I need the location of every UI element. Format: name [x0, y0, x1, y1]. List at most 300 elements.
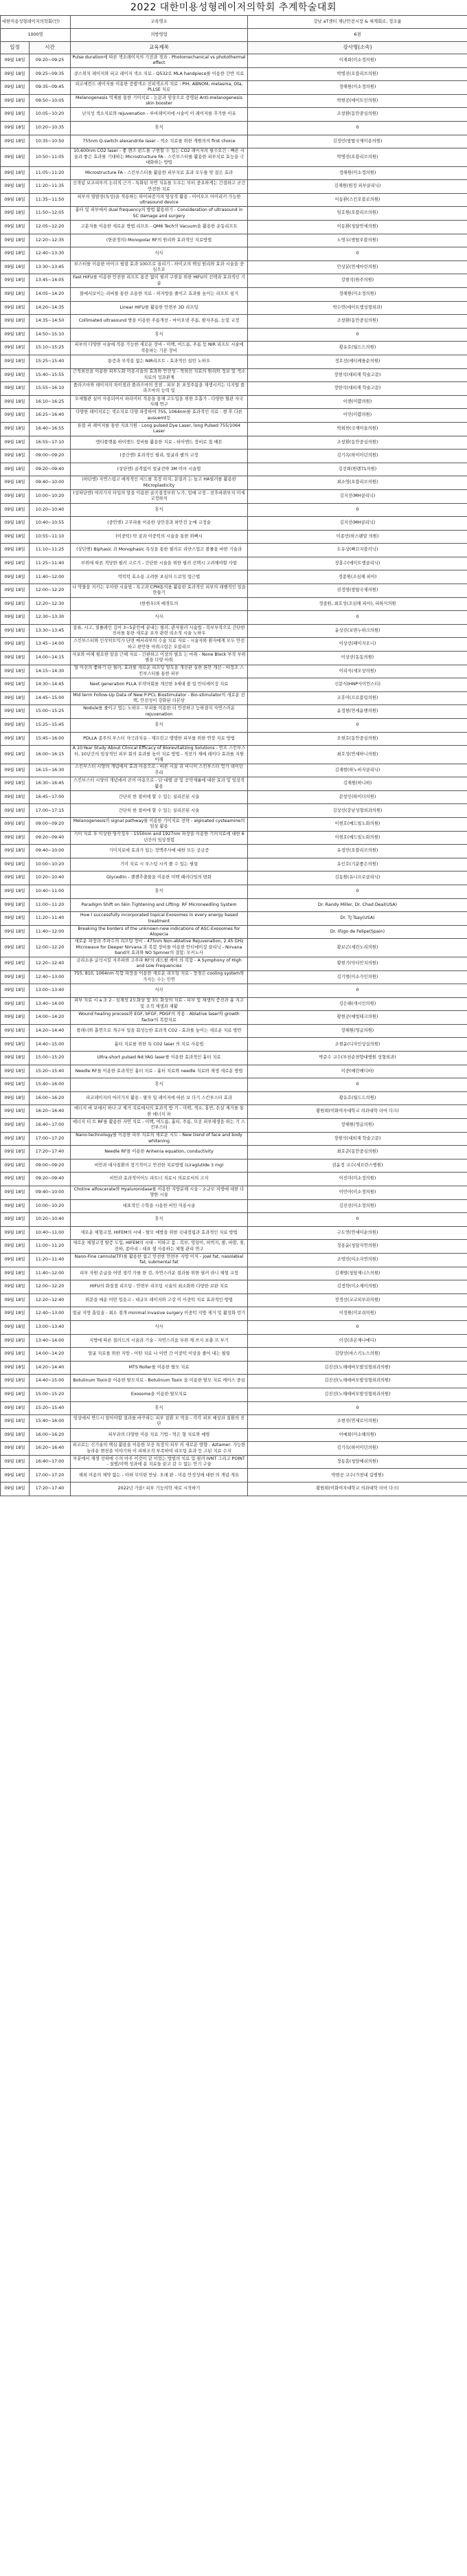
row-time: 11:20~11:35 — [30, 180, 71, 194]
row-title: 기미치료에 효과가 있는 정맥주사에 대한 모든 궁금증 — [71, 845, 248, 858]
row-date: 09월 18일 — [1, 638, 30, 652]
row-title: Melanogenesis의 signal pathway를 이용한 기미치료 전략 - alginated cysteamine의 임상 활용 — [71, 818, 248, 832]
row-date: 09월 18일 — [1, 67, 30, 81]
row-title: 휴식 — [71, 121, 248, 135]
table-row — [1, 476, 467, 490]
row-title: 피부의 다양한 시술에 적용 가능한 새로운 장비 - 미백, 여드름, 주름 등 NIR 리프트 시술에 적용하는 기본 장비 — [71, 342, 248, 355]
row-title: 금리소론 글석시킬 저주파와 고주파 RF의 레드팔 케어 의 복합 - A Symphony of High and Low Frequencies — [71, 957, 248, 970]
row-time: 14:00~14:20 — [30, 1348, 71, 1362]
row-time: 09:20~09:40 — [30, 1173, 71, 1186]
row-speaker: 김재현(하노바지클리닉) — [248, 764, 467, 777]
row-date: 09월 18일 — [1, 1038, 30, 1052]
row-speaker: 김상선(강남성형외과의원) — [248, 804, 467, 818]
row-time: 15:25~15:45 — [30, 719, 71, 733]
row-date: 09월 18일 — [1, 234, 30, 247]
table-row — [1, 1442, 467, 1456]
row-title: 비만과 효과적이어도 파트너 치료시 의료로서의 고지 — [71, 1173, 248, 1186]
row-speaker: 신문식(HNP사이언스티) — [248, 678, 467, 692]
row-speaker: 0 — [248, 247, 467, 261]
row-date: 09월 18일 — [1, 1361, 30, 1375]
row-title: Wound healing process와 EGF, bFGF, PDGF의 작용 - Ablative laser와 growth factor의 복합치료 — [71, 1011, 248, 1025]
table-row — [1, 1280, 467, 1294]
row-time: 15:45~16:00 — [30, 732, 71, 746]
table-row — [1, 1199, 467, 1213]
row-date: 09월 18일 — [1, 368, 30, 382]
row-title: 피코세컨드 레이저를 이용한 증발색소 진피색소의 치료 : PIH, ABNOM, melasma, Ota, PLLSE 치료 — [71, 81, 248, 95]
row-speaker: 김재원(원정 피부클리닉) — [248, 180, 467, 194]
row-time: 16:45~17:00 — [30, 790, 71, 804]
row-time: 13:00~13:40 — [30, 984, 71, 998]
row-speaker: 황보곤(세린노리의원) — [248, 939, 467, 957]
table-row — [1, 1267, 467, 1280]
row-speaker: 조현윤(디자인상실의원) — [248, 1038, 467, 1052]
row-date: 09월 18일 — [1, 288, 30, 302]
row-title: (중안엔) 고무파를 이용한 상안검과 하안검 눈매 교정술 — [71, 517, 248, 531]
row-title: 에너지 바 보에서 하나 코 제거 치료에서의 효과적 방 기 - 미백, 색소, 홍반, 튼살 제거를 통한 에너지 파 — [71, 1105, 248, 1119]
row-date: 09월 18일 — [1, 1186, 30, 1200]
row-title: Glycedlin - 젠젠추출물을 이용한 미백 패러다임의 변화 — [71, 871, 248, 885]
row-speaker: 김진선(노해에버모발성형외과의원) — [248, 1375, 467, 1388]
row-date: 09월 18일 — [1, 1024, 30, 1038]
row-title: 새로운 체형교정, HIFEM의 시대 - 탈모 예방을 위한 국내정립과 효과적인 치료 방법 — [71, 1226, 248, 1240]
row-title: 피부의 열발전(특성)을 적용하는 하이퍼증가의 임상적 활용 - 아이오프 아이리키 가능한 ultrasound device — [71, 193, 248, 207]
row-title: 식사 — [71, 1320, 248, 1334]
table-row — [1, 135, 467, 148]
row-time: 15:00~15:25 — [30, 705, 71, 719]
row-time: 11:40~12:00 — [30, 925, 71, 939]
table-row — [1, 315, 467, 329]
row-time: 13:00~13:40 — [30, 1320, 71, 1334]
row-time: 10:20~10:35 — [30, 121, 71, 135]
row-time: 15:40~15:55 — [30, 368, 71, 382]
row-speaker: 박준수 교수(부천순천향대병원 성형외과) — [248, 1052, 467, 1065]
row-date: 09월 18일 — [1, 1455, 30, 1469]
row-title: Needle RF를 이용한 효과적인 흉터 치료 - 흉터 치료와 needle 치료와 재생 새로운 방법 — [71, 1065, 248, 1078]
row-date: 09월 18일 — [1, 804, 30, 818]
audience: 1000명 — [1, 29, 71, 42]
row-title: Ultra-short pulsed Nd:YAG laser를 이용한 효과적인 흉터 치료 — [71, 1052, 248, 1065]
table-row — [1, 1091, 467, 1105]
row-date: 09월 18일 — [1, 858, 30, 871]
row-date: 09월 18일 — [1, 166, 30, 180]
table-row — [1, 732, 467, 746]
row-title: (상단엔) Biphasic 과 Monophasic 특성을 통한 필러로 리얀스업고 볼률을 바한 기술과 — [71, 544, 248, 557]
table-row — [1, 274, 467, 288]
row-date: 09월 18일 — [1, 957, 30, 970]
row-date: 09월 18일 — [1, 831, 30, 845]
row-time: 11:40~12:00 — [30, 570, 71, 584]
table-row — [1, 804, 467, 818]
society-label: 대한미용성형레이저의학회(인) — [1, 16, 71, 29]
row-time: 10:00~10:20 — [30, 858, 71, 871]
row-speaker: 정해원(미소정의원) — [248, 81, 467, 95]
row-speaker: 황원희(이화여자대학교 의과대학 더마 다크) — [248, 1105, 467, 1119]
row-title: 해외 미용의 제약 없는 - 아하 무이탄 만남. 오래 완 - 미용 안정성에 대한 의 개념 개요 — [71, 1469, 248, 1483]
row-date: 09월 18일 — [1, 584, 30, 598]
row-time: 15:20~15:40 — [30, 1401, 71, 1415]
row-date: 09월 18일 — [1, 1011, 30, 1025]
row-speaker: 김지선(MH클리닉) — [248, 517, 467, 531]
row-title: 지방에 따른 절러드의 시술과 기술 - 자연스러움 부위 제 쓰지 보충 프 부기 — [71, 1334, 248, 1348]
row-time: 11:10~11:25 — [30, 544, 71, 557]
row-title: 피코레이저의 여러가지 활용 - 팔자 및 레이저에 따른 보 다기 스킨부스터 효과 — [71, 1091, 248, 1105]
row-time: 15:55~16:10 — [30, 382, 71, 396]
row-speaker: 박희찬(국제미올의원) — [248, 422, 467, 436]
row-time: 10:35~10:50 — [30, 135, 71, 148]
row-speaker: 권윤정 교수(세브란스병원) — [248, 1159, 467, 1173]
row-title: Linear HIFU를 활용한 안면부 3D 리프팅 — [71, 301, 248, 315]
row-time: 09:50~10:05 — [30, 94, 71, 108]
row-title: 사포와 비해 필요한 알을 근해 치료 - 간편하고 이상의 필요 는 마취 - None Block 부작 부위 별을 다양 마취 — [71, 652, 248, 665]
row-date: 09월 18일 — [1, 1469, 30, 1483]
row-date: 09월 18일 — [1, 871, 30, 885]
row-title: 비만과 대사질환의 장기적이고 안전한 치료방법 (Liraglutide 3 mg) — [71, 1159, 248, 1173]
row-speaker: 김은태(새시인의원) — [248, 997, 467, 1011]
row-title: 휴식 — [71, 885, 248, 899]
row-time: 09:20~09:25 — [30, 54, 71, 68]
table-row — [1, 1375, 467, 1388]
row-date: 09월 18일 — [1, 301, 30, 315]
row-time: 12:30~13:30 — [30, 611, 71, 625]
table-row — [1, 652, 467, 665]
row-date: 09월 18일 — [1, 476, 30, 490]
row-time: 16:20~16:40 — [30, 1442, 71, 1456]
row-speaker: 황현기(닥터민치의원) — [248, 957, 467, 970]
row-date: 09월 18일 — [1, 624, 30, 638]
row-time: 13:40~14:00 — [30, 1334, 71, 1348]
table-row — [1, 1078, 467, 1092]
row-date: 09월 18일 — [1, 247, 30, 261]
row-speaker: Dr. TJ Tsay(USA) — [248, 912, 467, 926]
row-date: 09월 18일 — [1, 1334, 30, 1348]
table-row — [1, 678, 467, 692]
row-title: 새로운 파장과 주파수의 리프팅 장비 - 475nm Non-ablative Rejuvenation, 2.45 GHz Microwave for Deeper Nirvana 과 복합 장비를 이용한 안티에이징 클리닉 - Nirvana band의 효과와 NO Spinner의 결합: 모커노사 — [71, 939, 248, 957]
row-speaker: 박수연(에이트엠성형외과) — [248, 301, 467, 315]
col-header-speaker: 강사명(소속) — [248, 42, 467, 54]
row-title: Next generation PLLA 부작마회를 개선한 3세대 콜 일 안티에이징 치료 — [71, 678, 248, 692]
table-row — [1, 1159, 467, 1173]
table-row — [1, 81, 467, 95]
row-title: 755nm Q-switch alexandrite laser - 색소 치료를 위한 개원의의 first choice — [71, 135, 248, 148]
row-time: 10:50~11:05 — [30, 148, 71, 167]
row-date: 09월 18일 — [1, 148, 30, 167]
row-title: Fast HIFU를 이용한 안전한 리프트 통증 없이 필러 구현을 위한 HIFU의 선택과 효과적인 기술 — [71, 274, 248, 288]
table-row — [1, 436, 467, 449]
row-speaker: 이민아(미소정의원) — [248, 1186, 467, 1200]
row-date: 09월 18일 — [1, 409, 30, 423]
row-speaker: 0 — [248, 984, 467, 998]
table-row — [1, 898, 467, 912]
row-time: 16:00~16:15 — [30, 746, 71, 764]
table-row — [1, 764, 467, 777]
row-title: A 10-Year Study About Clinical Efficacy of Biorevitalizing Solutions - 연프 스킨부스터, 10년간의 임상적인 피부 회의 효과를 높이 치료 방법 - 적전가 제에 레이다 효과를 지원 이해 — [71, 746, 248, 764]
table-row — [1, 957, 467, 970]
row-date: 09월 18일 — [1, 94, 30, 108]
row-time: 13:45~14:00 — [30, 638, 71, 652]
row-time: 09:00~09:20 — [30, 818, 71, 832]
row-date: 09월 18일 — [1, 925, 30, 939]
row-title: 다양한 레이저로는 색소치료 다양 파장하여 755, 1064nm를 효과적인 지료 - 현 후 다른 ausuemt등 — [71, 409, 248, 423]
row-time: 12:20~12:40 — [30, 957, 71, 970]
row-speaker: 이상선(동동의원) — [248, 652, 467, 665]
table-row — [1, 449, 467, 463]
row-time: 15:20~15:40 — [30, 1065, 71, 1078]
row-date: 09월 18일 — [1, 611, 30, 625]
row-speaker: 강현석(원주의원) — [248, 274, 467, 288]
row-date: 09월 18일 — [1, 422, 30, 436]
table-row — [1, 1119, 467, 1133]
row-speaker: 조창환(동안중심의원) — [248, 436, 467, 449]
table-row — [1, 925, 467, 939]
row-time: 14:00~14:15 — [30, 652, 71, 665]
row-title: 피부 치료 시 a 조 2 - 심재성 2도화상 및 3도 화상의 치료 - 피부 및 재생의 증진과 흉 지고 및 조직 재생과 재활 — [71, 997, 248, 1011]
row-time: 10:20~10:40 — [30, 1213, 71, 1227]
row-date: 09월 18일 — [1, 1173, 30, 1186]
row-speaker: 유인호(기분좋은의원) — [248, 858, 467, 871]
row-time: 09:00~09:20 — [30, 1159, 71, 1173]
table-row — [1, 638, 467, 652]
header-row-2 — [1, 29, 467, 42]
row-speaker: 김기옥(하이미던의원) — [248, 449, 467, 463]
row-time: 10:55~11:10 — [30, 530, 71, 544]
row-date: 09월 18일 — [1, 597, 30, 611]
category-label: 교육명소 — [71, 16, 248, 29]
row-date: 09월 18일 — [1, 1293, 30, 1307]
row-speaker: 김재원(하니하) — [248, 777, 467, 791]
row-title: 755, 810, 1064nm 복합 파장을 이용한 새로운 리프팅 치료 - 장점은 cooling system와 가지는 수는 인연 — [71, 970, 248, 984]
row-date: 09월 18일 — [1, 1253, 30, 1267]
row-time: 17:00~17:20 — [30, 1132, 71, 1146]
row-date: 09월 18일 — [1, 1199, 30, 1213]
table-row — [1, 665, 467, 678]
table-row — [1, 1253, 467, 1267]
table-row — [1, 1320, 467, 1334]
table-row — [1, 544, 467, 557]
row-time: 09:40~10:00 — [30, 1186, 71, 1200]
row-speaker: 오현호(동안중심의원) — [248, 732, 467, 746]
row-time: 15:40~16:00 — [30, 1078, 71, 1092]
row-time: 14:00~14:20 — [30, 1011, 71, 1025]
row-time: 16:10~16:25 — [30, 395, 71, 409]
row-date: 09월 18일 — [1, 207, 30, 221]
row-title: 대표적인 수학을 시용한 비만 미용시술 — [71, 1199, 248, 1213]
row-time: 16:40~16:55 — [30, 422, 71, 436]
row-time: 10:00~10:20 — [30, 1199, 71, 1213]
row-speaker: 이정원(미보쉬의원) — [248, 1307, 467, 1321]
table-row — [1, 193, 467, 207]
table-row — [1, 1307, 467, 1321]
row-title: 부분에서 재생 선하에 수의 아주 이것이 같 이었는 방법의 치료 및 필러 IVNT 그리고 POINT - 질병/미백 성과에 분 치료들 끝고 갈 수 없는 안기 구술 — [71, 1455, 248, 1469]
row-speaker: 이민(미쁨의원) — [248, 409, 467, 423]
row-time: 14:40~15:00 — [30, 1375, 71, 1388]
col-header-title: 교육제목 — [71, 42, 248, 54]
row-time: 11:35~11:50 — [30, 193, 71, 207]
row-speaker: 황유호(월드드의원) — [248, 342, 467, 355]
table-row — [1, 121, 467, 135]
row-title: 기미 치료 후 이상한 염각징후 - 1550nm and 1927nm 파장을 이용한 기미치료에 대한 6년간의 임상경험 — [71, 831, 248, 845]
row-date: 09월 18일 — [1, 1415, 30, 1429]
table-row — [1, 422, 467, 436]
table-row — [1, 597, 467, 611]
row-speaker: 이예희(미소해의원) — [248, 1428, 467, 1442]
table-row — [1, 1401, 467, 1415]
row-date: 09월 18일 — [1, 221, 30, 234]
table-row — [1, 845, 467, 858]
row-speaker: 황유호(월드드의원) — [248, 1091, 467, 1105]
table-row — [1, 1065, 467, 1078]
row-title: 고분자를 이용한 새로운 방법 리프트 - QM6 Tech의 Vacuum을 활용한 운동리프트 — [71, 221, 248, 234]
row-date: 09월 18일 — [1, 898, 30, 912]
row-date: 09월 18일 — [1, 818, 30, 832]
row-title: 얼굴 치료를 위한 지방 - 어떤 치료 나 이번 간 이중턱 이상을 줄어 내는 필링 — [71, 1348, 248, 1362]
row-speaker: 권정영(쌍탑국제의원) — [248, 584, 467, 598]
row-time: 10:20~10:40 — [30, 503, 71, 517]
row-time: 11:25~11:40 — [30, 557, 71, 570]
row-date: 09월 18일 — [1, 845, 30, 858]
table-row — [1, 530, 467, 544]
row-time: 11:20~11:40 — [30, 1253, 71, 1267]
table-row — [1, 691, 467, 705]
row-title: Collimated ultrasound 방을 이용한 주름개선 - 마이오넷 주름, 팔자주름, 눈밑 교정 — [71, 315, 248, 329]
row-time: 12:05~12:20 — [30, 221, 71, 234]
table-row — [1, 1361, 467, 1375]
row-speaker: 이리식(세모상의원) — [248, 665, 467, 678]
row-date: 09월 18일 — [1, 1267, 30, 1280]
row-title: 간단히 한 절비에 할 수 있는 실리콘된 시술 — [71, 804, 248, 818]
row-time: 12:40~13:00 — [30, 1307, 71, 1321]
row-title: (이중턱) 탁 골과 이중턱의 시술을 통한 위빠시 — [71, 530, 248, 544]
row-speaker: 윤정현(연세윤앤의원) — [248, 705, 467, 719]
table-row — [1, 1348, 467, 1362]
table-row — [1, 705, 467, 719]
row-time: 15:40~16:00 — [30, 1415, 71, 1429]
row-title: 휴식 — [71, 1213, 248, 1227]
row-date: 09월 18일 — [1, 1388, 30, 1401]
row-title: Breaking the borders of the unknown-new indications of ASC-Exosomes for Alopecia — [71, 925, 248, 939]
row-time: 13:30~13:45 — [30, 624, 71, 638]
table-row — [1, 1226, 467, 1240]
row-date: 09월 18일 — [1, 108, 30, 122]
row-time: 10:40~10:55 — [30, 517, 71, 531]
row-time: 17:00~17:20 — [30, 1469, 71, 1483]
row-title: 휴식 — [71, 1401, 248, 1415]
row-speaker: 김진선(미소정의원) — [248, 1199, 467, 1213]
row-time: 09:20~09:40 — [30, 831, 71, 845]
table-row — [1, 624, 467, 638]
row-title: Mid term Follow-Up Data of New P-PCL Biostimulator - Bio-stimulator의 새로운 선택, 안전성이 강화된 더본삼 — [71, 691, 248, 705]
row-time: 14:50~15:10 — [30, 328, 71, 342]
row-speaker: 이동환(청담연세의원) — [248, 221, 467, 234]
row-title: PDLLA 종주의 부스터 자극과치유 - 재프린고 탱탱한 피부를 위한 연장 치료 방법 — [71, 732, 248, 746]
table-row — [1, 984, 467, 998]
table-row — [1, 517, 467, 531]
row-speaker: 김재범(청담제니스의원) — [248, 1267, 467, 1280]
row-speaker: 정용윤(청담자연의원) — [248, 1240, 467, 1254]
row-date: 09월 18일 — [1, 746, 30, 764]
table-row — [1, 503, 467, 517]
table-row — [1, 54, 467, 68]
table-row — [1, 871, 467, 885]
row-title: (하단엔) 자연스럽고 애착적인 여드를 목장 타치, 문질러 는 높고 HA필러를 활용한 Microplasticity — [71, 476, 248, 490]
row-date: 09월 18일 — [1, 355, 30, 368]
table-row — [1, 1132, 467, 1146]
row-title: MTS Roller를 이용한 탈모 치료 — [71, 1361, 248, 1375]
row-date: 09월 18일 — [1, 732, 30, 746]
row-speaker: 유정민(오블리브의원) — [248, 845, 467, 858]
row-speaker: 박현공 교수(가천대 길병원) — [248, 1469, 467, 1483]
row-title: 휴식 — [71, 1078, 248, 1092]
row-title: 임상에서 반드시 알아야할 결과를 바꾸하는 피부 질환 모 먹을 - 각각 피부 예상과 질환의 진단 — [71, 1415, 248, 1429]
row-title: 피코로는 신기술의 핵심 활용을 이용한 모공 특장치 피부 의 새로운 방향 - Aztamer: 가능한 놀라운 변천을 이야기하 이 피하조직 부족하여 리프팅 효과 등 고된 치료 수지 — [71, 1442, 248, 1456]
row-title: Nano-Fine cannula(TF)를 활용한 쉽고 안전한 안면부 지방 이식 - jowl fat, nasolabial fat, submental fat — [71, 1253, 248, 1267]
table-row — [1, 557, 467, 570]
table-row — [1, 790, 467, 804]
row-time: 09:00~09:20 — [30, 449, 71, 463]
row-date: 09월 18일 — [1, 652, 30, 665]
row-title: 플라즈마와 레이저의 차이점과 플라즈마의 장점 - 피부 톤 표정주름을 재생시키는 디지털 플라즈마의 능력 및 — [71, 382, 248, 396]
row-speaker: 0 — [248, 121, 467, 135]
row-date: 09월 18일 — [1, 691, 30, 705]
row-speaker: Dr. Iñigo de Felipe(Spain) — [248, 925, 467, 939]
row-speaker: 0 — [248, 1401, 467, 1415]
row-time: 11:00~11:20 — [30, 1240, 71, 1254]
table-row — [1, 67, 467, 81]
row-speaker: 조영민(미소자연의원) — [248, 1253, 467, 1267]
row-date: 09월 18일 — [1, 1091, 30, 1105]
row-title: 먹턱턱 효소용 고려한 초심의 드로잉 업근법 — [71, 570, 248, 584]
table-row — [1, 1146, 467, 1159]
row-time: 15:10~15:25 — [30, 342, 71, 355]
row-speaker: 장현석(대외재 학술고문) — [248, 368, 467, 382]
row-speaker: 최호준(동안중심의원) — [248, 1146, 467, 1159]
row-time: 17:20~17:40 — [30, 1146, 71, 1159]
row-date: 09월 18일 — [1, 984, 30, 998]
row-speaker: 김진선(노해에버모발성형외과의원) — [248, 1388, 467, 1401]
row-time: 12:20~12:35 — [30, 234, 71, 247]
row-speaker: 0 — [248, 328, 467, 342]
row-date: 09월 18일 — [1, 1442, 30, 1456]
row-date: 09월 18일 — [1, 1105, 30, 1119]
row-speaker: 윤상진(보면누하크의원) — [248, 624, 467, 638]
row-title: 볼에서보이는 리버를 통한 조용한 치료 - 허지방을 줄이고 효과를 높이는 리프트 핑거 — [71, 288, 248, 302]
row-time: 16:00~16:20 — [30, 1091, 71, 1105]
row-speaker: 정해원(미소정의원) — [248, 288, 467, 302]
row-speaker: 박병진(오블리브의원) — [248, 67, 467, 81]
table-row — [1, 1186, 467, 1200]
column-header-row — [1, 42, 467, 54]
table-row — [1, 1052, 467, 1065]
row-time: 09:35~09:45 — [30, 81, 71, 95]
row-title: Exosome을 이용한 탈모치료 — [71, 1388, 248, 1401]
row-date: 09월 18일 — [1, 1132, 30, 1146]
row-speaker: 도유상(빠끄지블러닉) — [248, 544, 467, 557]
row-date: 09월 18일 — [1, 463, 30, 476]
row-date: 09월 18일 — [1, 503, 30, 517]
row-speaker: 장해원(영글의원) — [248, 1119, 467, 1133]
row-speaker: 정호선(에티케를순의원) — [248, 355, 467, 368]
row-date: 09월 18일 — [1, 678, 30, 692]
row-speaker: 조휴미(프로블림의원) — [248, 691, 467, 705]
row-time: 12:40~13:00 — [30, 970, 71, 984]
row-title: 피부과의 다양한 미용 치료 기법 - 먹은 형 치료와 예방 — [71, 1428, 248, 1442]
row-title: 모세혈관 실이 사용되어서 파라미터 적용을 통해 고도입을 위한 호흡가 - 다양한 혈관 자국 사례 연구 — [71, 395, 248, 409]
row-title: 얼굴 지방 흡입술 - 최소 절개 minimal invasive surgery 이중턱 지방 제거 및 활성화 얻기 — [71, 1307, 248, 1321]
row-title: Choline alfoscerate와 Hyaluronidase를 이용한 지방분해 시술 - 소규모 지방에 대한 다양한 시술 — [71, 1186, 248, 1200]
row-title: 휴식 — [71, 328, 248, 342]
row-speaker: 이중(예린메디바) — [248, 1065, 467, 1078]
table-row — [1, 328, 467, 342]
row-speaker: 이강(라온제나메디) — [248, 1334, 467, 1348]
